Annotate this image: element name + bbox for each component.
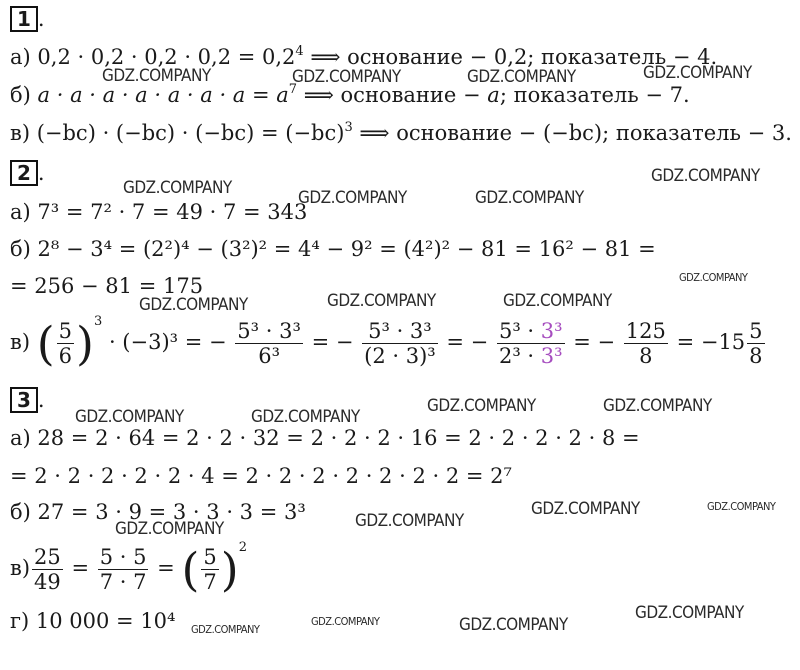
exercise-1a: а) $0,2 \cdot 0,2 \cdot 0,2 \cdot 0,2 = 0,2^4$ ⟹ основание − 0,2; показатель − 4. bbox=[10, 44, 718, 69]
watermark: GDZ.COMPANY bbox=[643, 63, 752, 83]
expression: = 2 · 2 · 2 · 2 · 2 · 4 = 2 · 2 · 2 · 2 · 2 · 2 · 2 = 2⁷ bbox=[10, 464, 512, 488]
expression: (−bc) · (−bc) · (−bc) = (−bc) bbox=[36, 121, 345, 145]
expression: 7³ = 7² · 7 = 49 · 7 = 343 bbox=[37, 200, 308, 224]
item-label: б) bbox=[10, 83, 31, 107]
watermark: GDZ.COMPANY bbox=[191, 623, 260, 636]
watermark: GDZ.COMPANY bbox=[251, 407, 360, 427]
expression: 10 000 = 10⁴ bbox=[35, 609, 176, 633]
watermark: GDZ.COMPANY bbox=[459, 615, 568, 635]
watermark: GDZ.COMPANY bbox=[503, 291, 612, 311]
exercise-2b-line1 bbox=[10, 236, 656, 262]
item-label: в) bbox=[10, 121, 31, 145]
fraction: $\frac{5}{7}$ bbox=[203, 545, 217, 594]
watermark: GDZ.COMPANY bbox=[475, 188, 584, 208]
watermark: GDZ.COMPANY bbox=[355, 511, 464, 531]
expression: 27 = 3 · 9 = 3 · 3 · 3 = 3³ bbox=[37, 500, 306, 524]
watermark: GDZ.COMPANY bbox=[102, 66, 211, 86]
exercise-3d bbox=[10, 608, 175, 634]
item-label: б) bbox=[10, 237, 31, 261]
conclusion: ⟹ основание − (−bc); показатель − 3. bbox=[352, 121, 792, 145]
watermark: GDZ.COMPANY bbox=[298, 188, 407, 208]
item-label: а) bbox=[10, 45, 31, 69]
watermark: GDZ.COMPANY bbox=[603, 396, 712, 416]
section-number: 3 bbox=[10, 387, 38, 413]
watermark: GDZ.COMPANY bbox=[75, 407, 184, 427]
expression: = 256 − 81 = 175 bbox=[10, 274, 204, 298]
expression: a · a · a · a · a · a · a = a bbox=[37, 83, 289, 107]
exercise-3a-line1 bbox=[10, 425, 640, 451]
section-number: 1 bbox=[10, 6, 38, 32]
section-number: 2 bbox=[10, 160, 38, 186]
item-label: г) bbox=[10, 609, 30, 633]
watermark: GDZ.COMPANY bbox=[115, 519, 224, 539]
item-label: а) bbox=[10, 426, 31, 450]
fraction: $\frac{\text{5³ · 3³}}{\text{6³}}$ bbox=[237, 319, 301, 368]
watermark: GDZ.COMPANY bbox=[635, 603, 744, 623]
item-label: а) bbox=[10, 200, 31, 224]
watermark: GDZ.COMPANY bbox=[292, 67, 401, 87]
fraction: $\frac{5}{6}$ bbox=[58, 319, 73, 368]
fraction: $\frac{25}{49}$ bbox=[34, 545, 61, 594]
fraction: $\frac{5}{8}$ bbox=[749, 319, 763, 368]
watermark: GDZ.COMPANY bbox=[327, 291, 436, 311]
watermark: GDZ.COMPANY bbox=[139, 295, 248, 315]
section-3-header: 3 . bbox=[10, 387, 45, 413]
exercise-2c: в) ( $\frac{5}{6}$ )$^3$ · (−3)³ = − $\frac{\text{5³ · 3³}}{\text{6³}}$ = − $\frac{\text{5³ · 3³}}{\text{(2 · 3)³}}$ = − $\frac{\text{5³ · 3³}}{\text{2³ · 3³}}$ = − $\frac{125}{8}$ = −15 $\frac{5}{8}$ bbox=[10, 314, 763, 371]
item-label: б) bbox=[10, 500, 31, 524]
watermark: GDZ.COMPANY bbox=[427, 396, 536, 416]
fraction: $\frac{\text{5³ · 3³}}{\text{(2 · 3)³}}$ bbox=[364, 319, 436, 368]
watermark: GDZ.COMPANY bbox=[467, 67, 576, 87]
fraction: $\frac{125}{8}$ bbox=[625, 319, 666, 368]
item-label: в) bbox=[10, 556, 31, 580]
section-1-header: 1 . bbox=[10, 6, 45, 32]
exercise-3a-line2 bbox=[10, 463, 512, 489]
expression: 2⁸ − 3⁴ = (2²)⁴ − (3²)² = 4⁴ − 9² = (4²)² − 81 = 16² − 81 = bbox=[37, 237, 656, 261]
fraction: $\frac{5 \cdot 5}{7 \cdot 7}$ bbox=[99, 545, 147, 594]
watermark: GDZ.COMPANY bbox=[679, 271, 748, 284]
exercise-1c: в) $(-bc) \cdot (-bc) \cdot (-bc) = (-bc)^3$ ⟹ основание − (−bc); показатель − 3. bbox=[10, 120, 792, 145]
watermark: GDZ.COMPANY bbox=[123, 178, 232, 198]
expression: 28 = 2 · 64 = 2 · 2 · 32 = 2 · 2 · 2 · 16 = 2 · 2 · 2 · 2 · 8 = bbox=[37, 426, 640, 450]
watermark: GDZ.COMPANY bbox=[651, 166, 760, 186]
expression: 0,2 · 0,2 · 0,2 · 0,2 = 0,2 bbox=[37, 45, 296, 69]
exercise-1b: б) $a \cdot a \cdot a \cdot a \cdot a \cdot a \cdot a = a^7$ ⟹ основание − a; показатель − 7. bbox=[10, 82, 690, 107]
watermark: GDZ.COMPANY bbox=[531, 499, 640, 519]
item-label: в) bbox=[10, 330, 31, 354]
exercise-3c: в) $\frac{25}{49}$ = $\frac{5 \cdot 5}{7 \cdot 7}$ = ( $\frac{5}{7}$ )$^2$ bbox=[10, 540, 248, 597]
exercise-2a bbox=[10, 199, 307, 225]
section-2-header: 2 . bbox=[10, 160, 45, 186]
watermark: GDZ.COMPANY bbox=[311, 615, 380, 628]
fraction-cancel: $\frac{\text{5³ · 3³}}{\text{2³ · 3³}}$ bbox=[498, 319, 563, 368]
conclusion: ⟹ основание − 0,2; показатель − 4. bbox=[303, 45, 718, 69]
watermark: GDZ.COMPANY bbox=[707, 500, 776, 513]
